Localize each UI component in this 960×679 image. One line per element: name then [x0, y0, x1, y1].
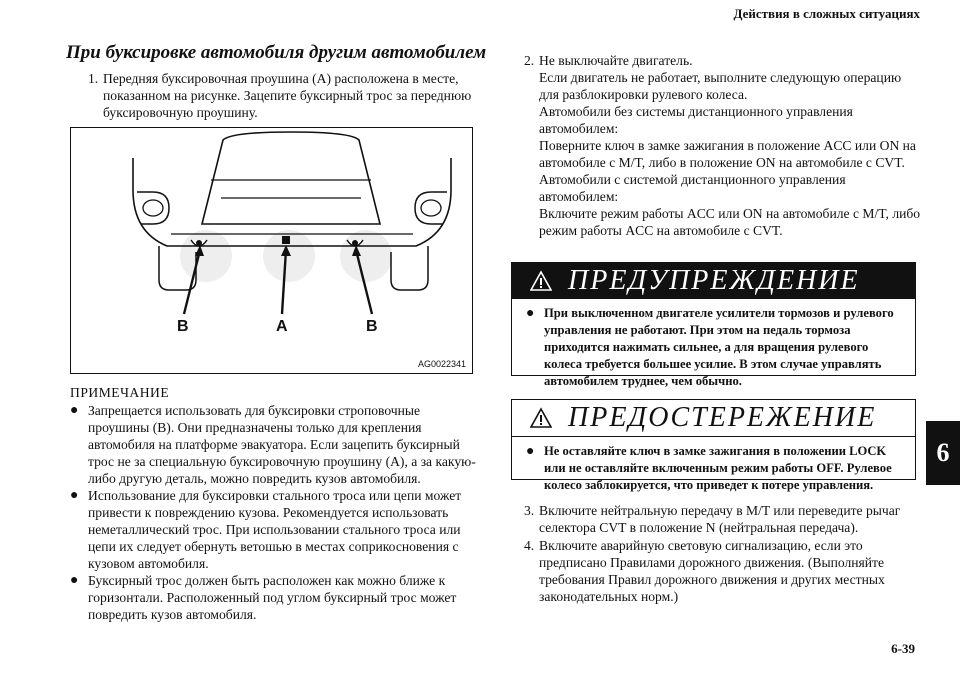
- chapter-tab: 6: [926, 421, 960, 485]
- section-title: При буксировке автомобиля другим автомобилем: [66, 42, 487, 63]
- note-bullet-1: [66, 402, 478, 487]
- step-2: [524, 52, 924, 239]
- bullet-icon: ●: [70, 573, 79, 588]
- note-bullet-3: [66, 572, 478, 623]
- label-b-left: B: [177, 318, 189, 335]
- step-2-line: Включите режим работы ACC или ON на автомобиле с M/T, либо режим работы ACC на автомобиле с CVT.: [539, 206, 921, 238]
- caution-banner: [512, 400, 915, 437]
- step-4-number: 4.: [524, 538, 535, 553]
- note-heading: ПРИМЕЧАНИЕ: [70, 385, 170, 400]
- bullet-icon: ●: [70, 403, 79, 418]
- label-a: A: [276, 318, 288, 335]
- note-bullet-2: [66, 487, 478, 572]
- step-4-text: Включите аварийную световую сигнализацию, если это предписано Правилами дорожного движения. (Выполняйте требования Правил дорожного движения и других местных законодательных норм.): [539, 538, 885, 604]
- note-bullet-text: Запрещается использовать для буксировки строповочные проушины (B). Они предназначены только для крепления автомобиля на платформе эвакуатора. Если зацепить буксирный трос не за специальную буксировочную проушину (A), а за какую-либо другую деталь, можно повредить кузов автомобиля.: [88, 403, 476, 486]
- warning-text: При выключенном двигателе усилители тормозов и рулевого управления не работают. При этом на педаль тормоза приходится нажимать сильнее, а для вращения рулевого колеса требуется большее усилие. В этом случае управлять автомобилем труднее, чем обычно.: [544, 306, 894, 388]
- page-number: 6-39: [891, 641, 915, 656]
- label-b-right: B: [366, 318, 378, 335]
- step-4: [524, 537, 924, 605]
- warning-triangle-icon: [530, 407, 552, 429]
- caution-box: [511, 399, 916, 492]
- step-3-number: 3.: [524, 503, 535, 518]
- warning-text-row: [512, 299, 915, 390]
- step-3-text: Включите нейтральную передачу в M/T или переведите рычаг селектора CVT в положение N (нейтральная передача).: [539, 503, 901, 535]
- caution-title: ПРЕДОСТЕРЕЖЕНИЕ: [568, 402, 877, 433]
- step-1: [88, 70, 474, 121]
- vehicle-front-illustration: [71, 128, 472, 373]
- note-bullets: [66, 402, 478, 623]
- step-3: [524, 502, 924, 536]
- step-2-line: Не выключайте двигатель.: [539, 53, 693, 68]
- warning-triangle-icon: [530, 270, 552, 292]
- warning-banner: [512, 263, 915, 299]
- towing-eye-figure: [70, 127, 473, 374]
- bullet-icon: ●: [526, 306, 535, 321]
- step-2-line: Поверните ключ в замке зажигания в положение ACC или ON на автомобиле с M/T, либо в положение ON на автомобиле с CVT.: [539, 138, 916, 170]
- step-1-number: 1.: [88, 71, 99, 86]
- figure-code: AG0022341: [417, 359, 466, 369]
- step-2-line: Автомобили с системой дистанционного управления автомобилем:: [539, 172, 846, 204]
- step-1-text: Передняя буксировочная проушина (A) расположена в месте, показанном на рисунке. Зацепите буксирный трос за переднюю буксировочную проушину.: [103, 71, 472, 120]
- running-header: Действия в сложных ситуациях: [733, 6, 920, 21]
- step-2-line: Автомобили без системы дистанционного управления автомобилем:: [539, 104, 853, 136]
- step-2-line: Если двигатель не работает, выполните следующую операцию для разблокировки рулевого колеса.: [539, 70, 902, 102]
- warning-box: [511, 262, 916, 388]
- note-bullet-text: Использование для буксировки стального троса или цепи может привести к повреждению кузова. Рекомендуется использовать неметаллический трос. При использовании стального троса или цепи их следует обернуть ветошью в местах соприкосновения с кузовом автомобиля.: [88, 488, 462, 571]
- step-2-number: 2.: [524, 53, 535, 68]
- caution-text: Не оставляйте ключ в замке зажигания в положении LOCK или не оставляйте включенным режим работы OFF. Рулевое колесо заблокируется, что приведет к потере управления.: [544, 444, 892, 492]
- caution-text-row: [512, 437, 915, 494]
- warning-title: ПРЕДУПРЕЖДЕНИЕ: [568, 265, 860, 296]
- note-bullet-text: Буксирный трос должен быть расположен как можно ближе к горизонтали. Расположенный под углом буксирный трос может повредить кузов автомобиля.: [88, 573, 457, 622]
- bullet-icon: ●: [526, 444, 535, 459]
- bullet-icon: ●: [70, 488, 79, 503]
